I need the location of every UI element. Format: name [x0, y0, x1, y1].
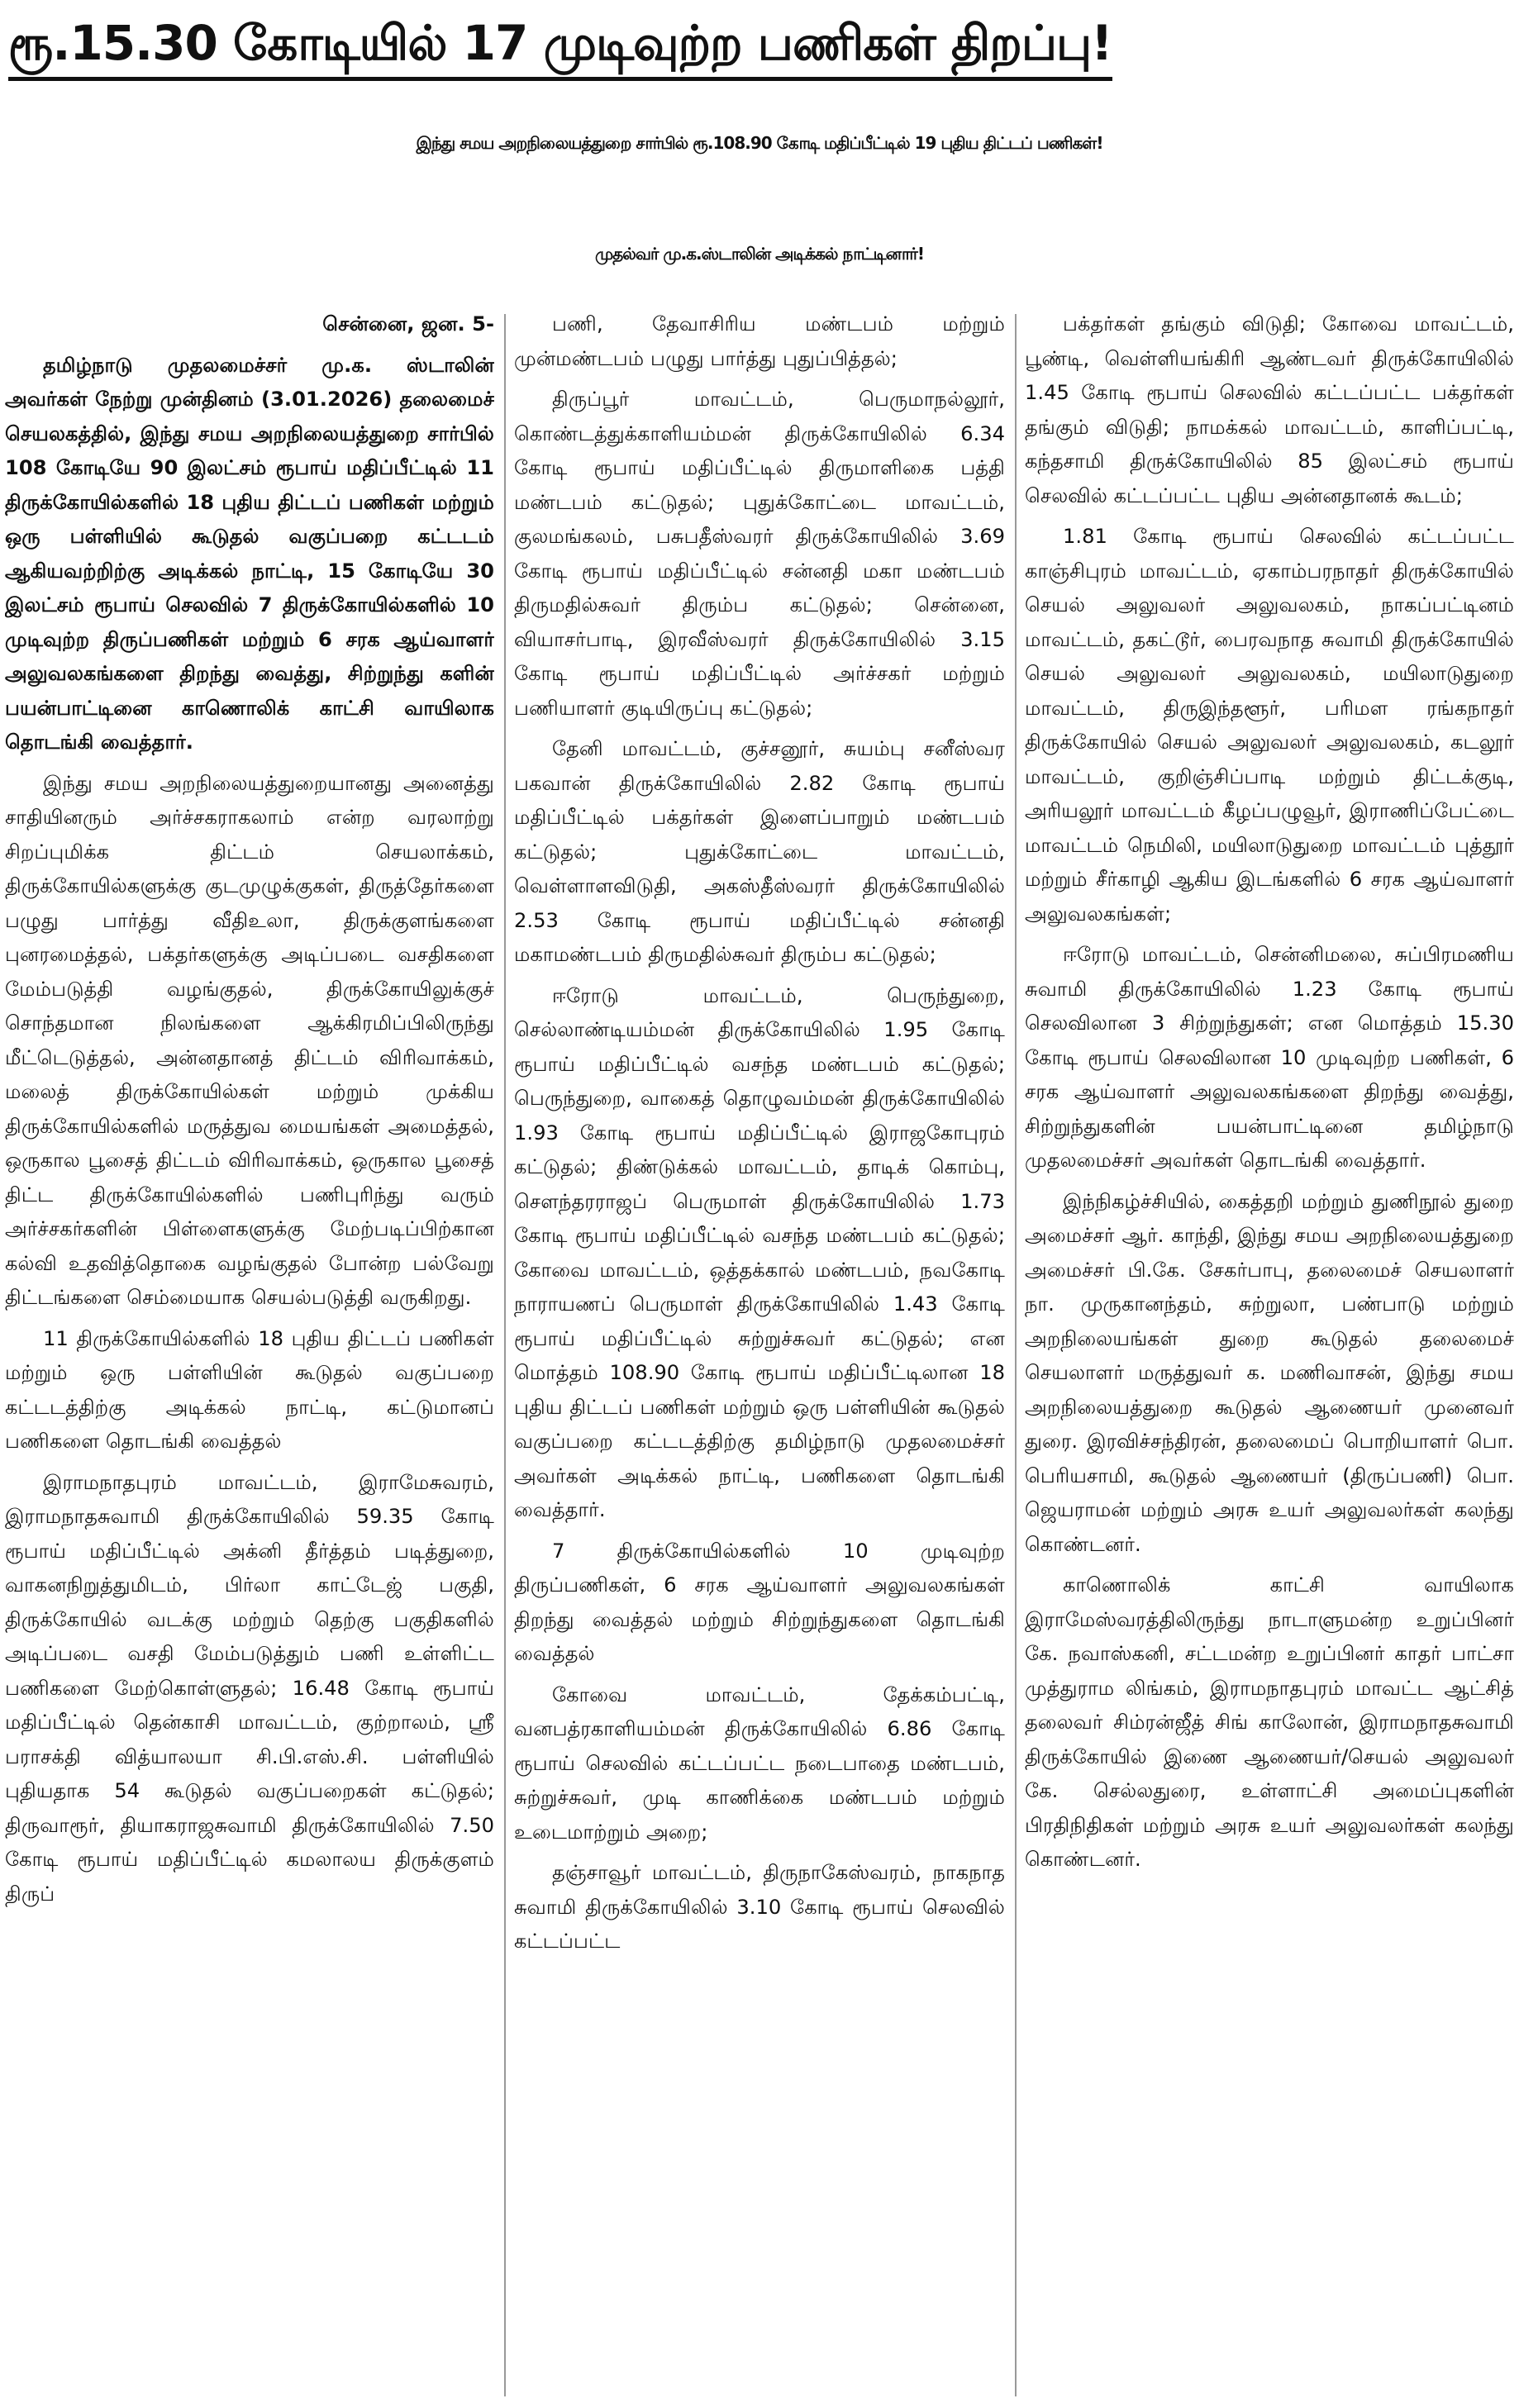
- column-divider: [1015, 314, 1017, 2396]
- body-paragraph: இந்நிகழ்ச்சியில், கைத்தறி மற்றும் துணிநூல் துறை அமைச்சர் ஆர். காந்தி, இந்து சமய அறநிலையத்துறை அமைச்சர் பி.கே. சேகர்பாபு, தலைமைச் செயலாளர் நா. முருகானந்தம், சுற்றுலா, பண்பாடு மற்றும் அறநிலையங்கள் துறை கூடுதல் தலைமைச் செயலாளர் மருத்துவர் க. மணிவாசன், இந்து சமய அறநிலையத்துறை கூடுதல் ஆணையர் முனைவர் துரை. இரவிச்சந்திரன், தலைமைப் பொறியாளர் பொ. பெரியசாமி, கூடுதல் ஆணையர் (திருப்பணி) பொ. ஜெயராமன் மற்றும் அரசு உயர் அலுவலர்கள் கலந்து கொண்டனர்.: [1025, 1189, 1514, 1556]
- article-column-3: [1025, 307, 1514, 2398]
- article-column-2: [514, 307, 1005, 2398]
- body-paragraph: பக்தர்கள் தங்கும் விடுதி; கோவை மாவட்டம், பூண்டி, வெள்ளியங்கிரி ஆண்டவர் திருக்கோயிலில் 1.45 கோடி ரூபாய் செலவில் கட்டப்பட்ட பக்தர்கள் தங்கும் விடுதி; நாமக்கல் மாவட்டம், காளிப்பட்டி, கந்தசாமி திருக்கோயிலில் 85 இலட்சம் ரூபாய் செலவில் கட்டப்பட்ட புதிய அன்னதானக் கூடம்;: [1025, 312, 1514, 507]
- body-paragraph: 1.81 கோடி ரூபாய் செலவில் கட்டப்பட்ட காஞ்சிபுரம் மாவட்டம், ஏகாம்பரநாதர் திருக்கோயில் செயல் அலுவலர் அலுவலகம், நாகப்பட்டினம் மாவட்டம், தகட்டூர், பைரவநாத சுவாமி திருக்கோயில் செயல் அலுவலர் அலுவலகம், மயிலாடுதுறை மாவட்டம், திருஇந்தளூர், பரிமள ரங்கநாதர் திருக்கோயில் செயல் அலுவலர் அலுவலகம், கடலூர் மாவட்டம், குறிஞ்சிப்பாடி மற்றும் திட்டக்குடி, அரியலூர் மாவட்டம் கீழப்பழுவூர், இராணிப்பேட்டை மாவட்டம் நெமிலி, மயிலாடுதுறை மாவட்டம் புத்தூர் மற்றும் சீர்காழி ஆகிய இடங்களில் 6 சரக ஆய்வாளர் அலுவலகங்கள்;: [1025, 525, 1514, 926]
- dateline: சென்னை, ஜன. 5-: [322, 312, 494, 336]
- lead-paragraph: தமிழ்நாடு முதலமைச்சர் மு.க. ஸ்டாலின் அவர்கள் நேற்று முன்தினம் (3.01.2026) தலைமைச் செயலகத்தில், இந்து சமய அறநிலையத்துறை சார்பில் 108 கோடியே 90 இலட்சம் ரூபாய் மதிப்பீட்டில் 11 திருக்கோயில்களில் 18 புதிய திட்டப் பணிகள் மற்றும் ஒரு பள்ளியில் கூடுதல் வகுப்பறை கட்டடம் ஆகியவற்றிற்கு அடிக்கல் நாட்டி, 15 கோடியே 30 இலட்சம் ரூபாய் செலவில் 7 திருக்கோயில்களில் 10 முடிவுற்ற திருப்பணிகள் மற்றும் 6 சரக ஆய்வாளர் அலுவலகங்களை திறந்து வைத்து, சிற்றுந்து களின் பயன்பாட்டினை காணொலிக் காட்சி வாயிலாக தொடங்கி வைத்தார்.: [5, 353, 494, 754]
- column-divider: [504, 314, 506, 2396]
- body-paragraph: 11 திருக்கோயில்களில் 18 புதிய திட்டப் பணிகள் மற்றும் ஒரு பள்ளியின் கூடுதல் வகுப்பறை கட்டடத்திற்கு அடிக்கல் நாட்டி, கட்டுமானப் பணிகளை தொடங்கி வைத்தல்: [5, 1326, 494, 1453]
- body-paragraph: இந்து சமய அறநிலையத்துறையானது அனைத்து சாதியினரும் அர்ச்சகராகலாம் என்ற வரலாற்று சிறப்புமிக்க திட்டம் செயலாக்கம், திருக்கோயில்களுக்கு குடமுழுக்குகள், திருத்தேர்களை பழுது பார்த்து வீதிஉலா, திருக்குளங்களை புனரமைத்தல், பக்தர்களுக்கு அடிப்படை வசதிகளை மேம்படுத்தி வழங்குதல், திருக்கோயிலுக்குச் சொந்தமான நிலங்களை ஆக்கிரமிப்பிலிருந்து மீட்டெடுத்தல், அன்னதானத் திட்டம் விரிவாக்கம், மலைத் திருக்கோயில்கள் மற்றும் முக்கிய திருக்கோயில்களில் மருத்துவ மையங்கள் அமைத்தல், ஒருகால பூசைத் திட்டம் விரிவாக்கம், ஒருகால பூசைத் திட்ட திருக்கோயில்களில் பணிபுரிந்து வரும் அர்ச்சகர்களின் பிள்ளைகளுக்கு மேற்படிப்பிற்கான கல்வி உதவித்தொகை வழங்குதல் போன்ற பல்வேறு திட்டங்களை செம்மையாக செயல்படுத்தி வருகிறது.: [5, 771, 494, 1309]
- article-column-1: [5, 307, 494, 2398]
- body-paragraph: தேனி மாவட்டம், குச்சனூர், சுயம்பு சனீஸ்வர பகவான் திருக்கோயிலில் 2.82 கோடி ரூபாய் மதிப்பீட்டில் பக்தர்கள் இளைப்பாறும் மண்டபம் கட்டுதல்; புதுக்கோட்டை மாவட்டம், வெள்ளாளவிடுதி, அகஸ்தீஸ்வரர் திருக்கோயிலில் 2.53 கோடி ரூபாய் மதிப்பீட்டில் சன்னதி மகாமண்டபம் திருமதில்சுவர் திரும்ப கட்டுதல்;: [514, 737, 1005, 966]
- body-paragraph: பணி, தேவாசிரிய மண்டபம் மற்றும் முன்மண்டபம் பழுது பார்த்து புதுப்பித்தல்;: [514, 312, 1005, 370]
- body-paragraph: கோவை மாவட்டம், தேக்கம்பட்டி, வனபத்ரகாளியம்மன் திருக்கோயிலில் 6.86 கோடி ரூபாய் செலவில் கட்டப்பட்ட நடைபாதை மண்டபம், சுற்றுச்சுவர், முடி காணிக்கை மண்டபம் மற்றும் உடைமாற்றும் அறை;: [514, 1682, 1005, 1844]
- kicker-text: ரூ.15.30 கோடியில் 17 முடிவுற்ற பணிகள் திறப்பு!: [8, 9, 1112, 81]
- body-paragraph: ஈரோடு மாவட்டம், பெருந்துறை, செல்லாண்டியம்மன் திருக்கோயிலில் 1.95 கோடி ரூபாய் மதிப்பீட்டில் வசந்த மண்டபம் கட்டுதல்; பெருந்துறை, வாகைத் தொழுவம்மன் திருக்கோயிலில் 1.93 கோடி ரூபாய் மதிப்பீட்டில் இராஜகோபுரம் கட்டுதல்; திண்டுக்கல் மாவட்டம், தாடிக் கொம்பு, சௌந்தரராஜப் பெருமாள் திருக்கோயிலில் 1.73 கோடி ரூபாய் மதிப்பீட்டில் வசந்த மண்டபம் கட்டுதல்; கோவை மாவட்டம், ஒத்தக்கால் மண்டபம், நவகோடி நாராயணப் பெருமாள் திருக்கோயிலில் 1.43 கோடி ரூபாய் மதிப்பீட்டில் சுற்றுச்சுவர் கட்டுதல்; என மொத்தம் 108.90 கோடி ரூபாய் மதிப்பீட்டிலான 18 புதிய திட்டப் பணிகள் மற்றும் ஒரு பள்ளியின் கூடுதல் வகுப்பறை கட்டடத்திற்கு தமிழ்நாடு முதலமைச்சர் அவர்கள் அடிக்கல் நாட்டி, பணிகளை தொடங்கி வைத்தார்.: [514, 983, 1005, 1521]
- body-paragraph: தஞ்சாவூர் மாவட்டம், திருநாகேஸ்வரம், நாகநாத சுவாமி திருக்கோயிலில் 3.10 கோடி ரூபாய் செலவில் கட்டப்பட்ட: [514, 1861, 1005, 1953]
- body-paragraph: திருப்பூர் மாவட்டம், பெருமாநல்லூர், கொண்டத்துக்காளியம்மன் திருக்கோயிலில் 6.34 கோடி ரூபாய் மதிப்பீட்டில் திருமாளிகை பத்தி மண்டபம் கட்டுதல்; புதுக்கோட்டை மாவட்டம், குலமங்கலம், பசுபதீஸ்வரர் திருக்கோயிலில் 3.69 கோடி ரூபாய் மதிப்பீட்டில் சன்னதி மகா மண்டபம் திருமதில்சுவர் திரும்ப கட்டுதல்; சென்னை, வியாசர்பாடி, இரவீஸ்வரர் திருக்கோயிலில் 3.15 கோடி ரூபாய் மதிப்பீட்டில் அர்ச்சகர் மற்றும் பணியாளர் குடியிருப்பு கட்டுதல்;: [514, 388, 1005, 720]
- body-paragraph: ஈரோடு மாவட்டம், சென்னிமலை, சுப்பிரமணிய சுவாமி திருக்கோயிலில் 1.23 கோடி ரூபாய் செலவிலான 3 சிற்றுந்துகள்; என மொத்தம் 15.30 கோடி ரூபாய் செலவிலான 10 முடிவுற்ற பணிகள், 6 சரக ஆய்வாளர் அலுவலகங்களை திறந்து வைத்து, சிற்றுந்துகளின் பயன்பாட்டினை தமிழ்நாடு முதலமைச்சர் அவர்கள் தொடங்கி வைத்தார்.: [1025, 943, 1514, 1172]
- sub-headline: முதல்வர் மு.க.ஸ்டாலின் அடிக்கல் நாட்டினார்!: [595, 244, 924, 264]
- body-paragraph: காணொலிக் காட்சி வாயிலாக இராமேஸ்வரத்திலிருந்து நாடாளுமன்ற உறுப்பினர் கே. நவாஸ்கனி, சட்டமன்ற உறுப்பினர் காதர் பாட்சா முத்துராம லிங்கம், இராமநாதபுரம் மாவட்ட ஆட்சித் தலைவர் சிம்ரன்ஜீத் சிங் காலோன், இராமநாதசுவாமி திருக்கோயில் இணை ஆணையர்/செயல் அலுவலர் கே. செல்லதுரை, உள்ளாட்சி அமைப்புகளின் பிரதிநிதிகள் மற்றும் அரசு உயர் அலுவலர்கள் கலந்து கொண்டனர்.: [1025, 1573, 1514, 1871]
- kicker-headline: [0, 5, 1519, 81]
- main-headline: இந்து சமய அறநிலையத்துறை சார்பில் ரூ.108.90 கோடி மதிப்பீட்டில் 19 புதிய திட்டப் பணிகள்!: [416, 133, 1103, 153]
- body-paragraph: இராமநாதபுரம் மாவட்டம், இராமேசுவரம், இராமநாதசுவாமி திருக்கோயிலில் 59.35 கோடி ரூபாய் மதிப்பீட்டில் அக்னி தீர்த்தம் படித்துறை, வாகனநிறுத்துமிடம், பிர்லா காட்டேஜ் பகுதி, திருக்கோயில் வடக்கு மற்றும் தெற்கு பகுதிகளில் அடிப்படை வசதி மேம்படுத்தும் பணி உள்ளிட்ட பணிகளை மேற்கொள்ளுதல்; 16.48 கோடி ரூபாய் மதிப்பீட்டில் தென்காசி மாவட்டம், குற்றாலம், ஸ்ரீ பராசக்தி வித்யாலயா சி.பி.எஸ்.சி. பள்ளியில் புதியதாக 54 கூடுதல் வகுப்பறைகள் கட்டுதல்; திருவாரூர், தியாகராஜசுவாமி திருக்கோயிலில் 7.50 கோடி ரூபாய் மதிப்பீட்டில் கமலாலய திருக்குளம் திருப்: [5, 1470, 494, 1906]
- body-paragraph: 7 திருக்கோயில்களில் 10 முடிவுற்ற திருப்பணிகள், 6 சரக ஆய்வாளர் அலுவலகங்கள் திறந்து வைத்தல் மற்றும் சிற்றுந்துகளை தொடங்கி வைத்தல்: [514, 1539, 1005, 1665]
